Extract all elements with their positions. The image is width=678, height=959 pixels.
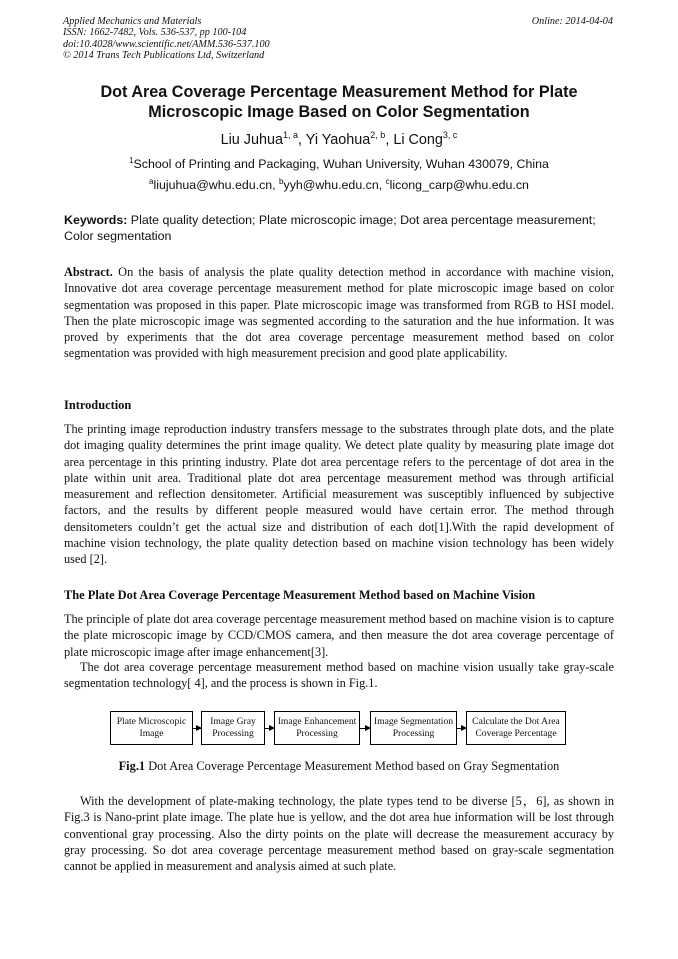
author-separator: ,	[298, 131, 306, 148]
flow-box-line: Processing	[296, 728, 338, 739]
flow-box-line: Calculate the Dot Area	[472, 716, 560, 727]
closing-paragraph: With the development of plate-making technology, the plate types tend to be diverse [5，6], as shown in Fig.3 is Nano-print plate image. The plate hue is yellow, and the dot area hue information will be lost through conventional gray processing. Also the dirty points on the plate will decrease the measurement accuracy by gray processing. So dot area coverage percentage measurement method based on gray-scale segmentation cannot be applied in measurement and analysis aimed at such plate.	[64, 794, 614, 873]
figure-caption-label: Fig.1	[118, 759, 146, 773]
author-separator: ,	[385, 131, 394, 148]
author-list	[60, 130, 618, 148]
abstract	[64, 264, 614, 362]
paper-title	[60, 82, 618, 122]
author-name: Liu Juhua	[220, 131, 283, 148]
author-name: Li Cong	[393, 131, 443, 148]
author-sup: 1, a	[282, 130, 298, 140]
journal-name: Applied Mechanics and Materials	[63, 16, 202, 27]
flow-box-line: Processing	[392, 728, 435, 739]
flow-arrow	[457, 728, 466, 729]
section-paragraph-2: The dot area coverage percentage measurement method based on machine vision usually take gray-scale segmentation technology[ 4], and the process is shown in Fig.1.	[64, 660, 614, 691]
figure-1-flowchart	[0, 711, 678, 751]
flow-box-line: Image Enhancement	[277, 716, 357, 727]
flow-arrow	[360, 728, 370, 729]
online-date: Online: 2014-04-04	[531, 16, 613, 27]
keywords	[64, 212, 614, 244]
doi-line: doi:10.4028/www.scientific.net/AMM.536-537.100	[63, 38, 270, 50]
flow-box-line: Plate Microscopic	[116, 716, 187, 727]
issn-line: ISSN: 1662-7482, Vols. 536-537, pp 100-104	[63, 27, 247, 39]
keywords-text: Plate quality detection; Plate microscopic image; Dot area percentage measurement; Color segmentation	[64, 213, 596, 243]
flow-box-calculate	[466, 711, 566, 745]
title-line-1: Dot Area Coverage Percentage Measurement Method for Plate	[100, 83, 578, 101]
flow-box-plate-image	[110, 711, 193, 745]
journal-header	[63, 16, 270, 62]
author-sup: 2, b	[370, 130, 386, 140]
section-heading: The Plate Dot Area Coverage Percentage Measurement Method based on Machine Vision	[64, 588, 536, 602]
email-list	[60, 177, 618, 192]
flow-arrow	[265, 728, 274, 729]
email-sup: b	[279, 177, 284, 186]
author-name: Yi Yaohua	[305, 131, 371, 148]
email-sup: a	[149, 177, 154, 186]
author-sup: 3, c	[442, 130, 458, 140]
flow-box-line: Image Segmentation	[373, 716, 454, 727]
email-address: liujuhua@whu.edu.cn,	[153, 178, 280, 193]
email-address: licong_carp@whu.edu.cn	[389, 178, 529, 193]
section-paragraph-1: The principle of plate dot area coverage percentage measurement method based on machine vision is to capture the plate microscopic image by CCD/CMOS camera, and then measure the dot area coverage percentage of plate microscopic image after image enhancement[3].	[64, 612, 614, 659]
flow-box-segmentation	[370, 711, 457, 745]
flow-box-line: Image	[139, 728, 164, 739]
flow-box-gray-processing	[201, 711, 265, 745]
affiliation	[60, 156, 618, 171]
figure-1-caption	[60, 759, 618, 774]
introduction-text: The printing image reproduction industry transfers message to the substrates through plate dots, and the plate dot imaging quality determines the print image quality. We detect plate quality by measuring plate image dot area percentage in this printing industry. Plate dot area percentage refers to the percentage of dot area in the plate within unit area. Traditional plate dot area percentage measurement method was through artificial measurement and reflection densitometer. Artificial measurement was susceptibly influenced by subjective factors, and the results by different people measured would have certain error. The method through densitometers couldn’t get the actual size and distribution of each dot[1].With the rapid development of machine vision technology, the plate quality detection based on machine vision technology has been widely used [2].	[64, 422, 614, 566]
email-sup: c	[385, 177, 390, 186]
flow-arrow	[193, 728, 201, 729]
keywords-label: Keywords:	[64, 213, 128, 227]
introduction-heading: Introduction	[64, 398, 132, 412]
abstract-text: On the basis of analysis the plate quality detection method in accordance with machine vision, Innovative dot area coverage percentage measurement method for plate microscopic image based on color segmentation was proposed in this paper. Plate microscopic image was transformed from RGB to HSI model. Then the plate microscopic image was segmented according to the saturation and the hue information. It was proved by experiments that the dot area coverage percentage measurement method based on color segmentation was provided with high measurement precision and good plate applicability.	[64, 265, 614, 361]
flow-box-line: Image Gray	[210, 716, 256, 727]
figure-caption-text: Dot Area Coverage Percentage Measurement Method based on Gray Segmentation	[145, 759, 560, 773]
email-address: yyh@whu.edu.cn,	[283, 178, 386, 193]
affiliation-sup: 1	[129, 156, 134, 165]
flow-box-line: Coverage Percentage	[475, 728, 557, 739]
affiliation-text: School of Printing and Packaging, Wuhan University, Wuhan 430079, China	[133, 157, 549, 172]
abstract-label: Abstract.	[64, 265, 113, 279]
flow-box-enhancement	[274, 711, 360, 745]
title-line-2: Microscopic Image Based on Color Segmentation	[148, 103, 530, 121]
copyright-line: © 2014 Trans Tech Publications Ltd, Switzerland	[63, 50, 265, 62]
flow-box-line: Processing	[212, 728, 254, 739]
